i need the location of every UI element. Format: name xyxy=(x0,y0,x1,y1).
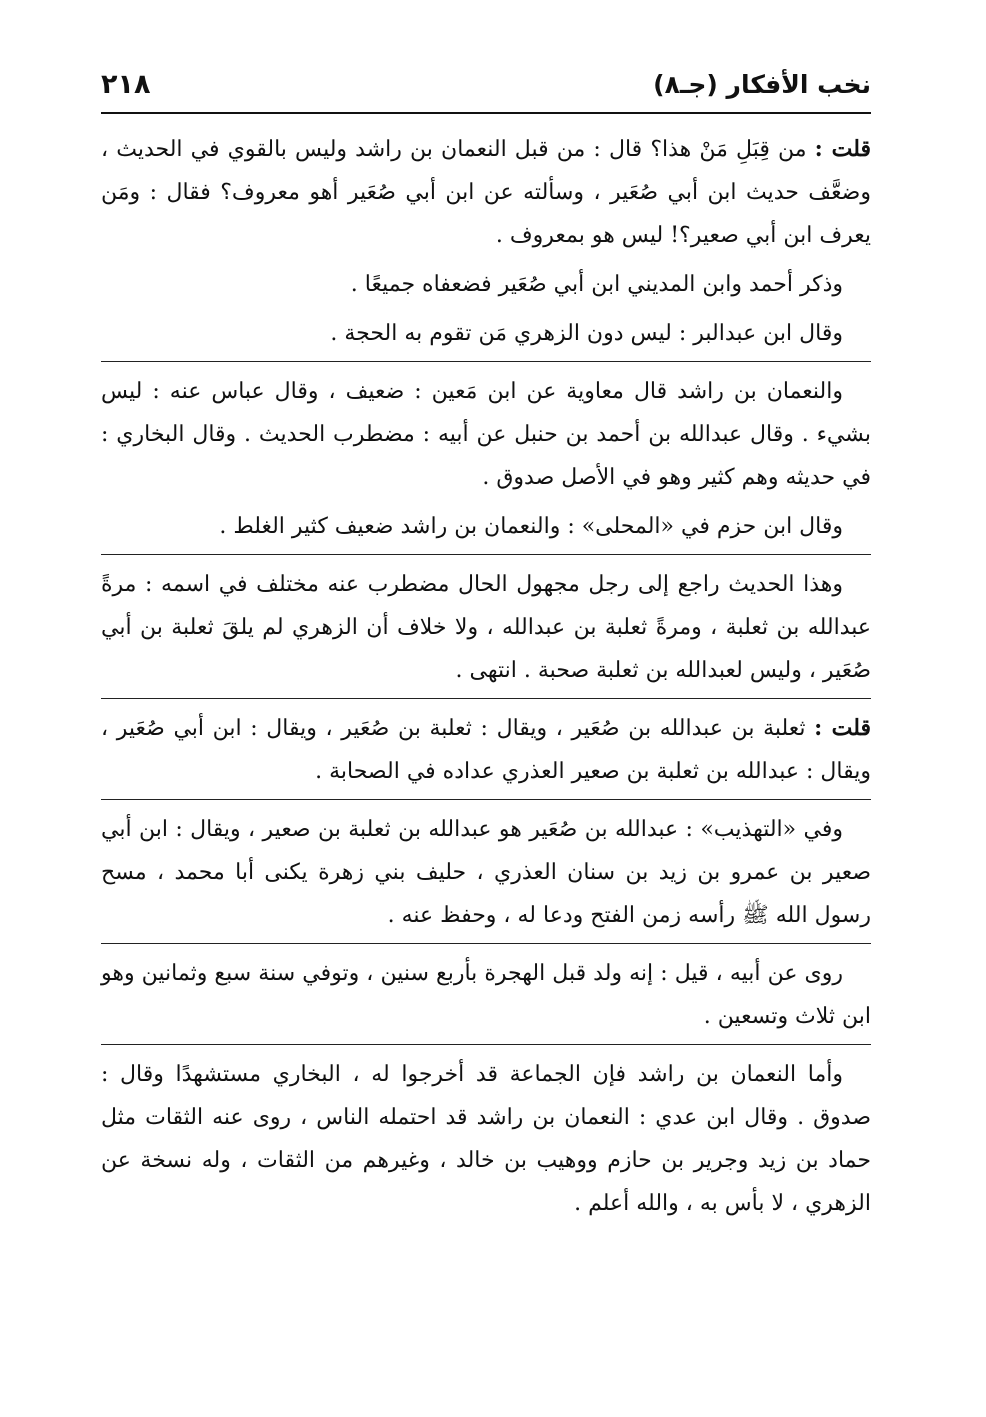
paragraph-label: قلت : xyxy=(814,715,871,741)
paragraph xyxy=(101,370,871,499)
paragraph xyxy=(101,312,871,355)
section-divider xyxy=(101,698,871,699)
paragraph xyxy=(101,128,871,257)
running-title: نخب الأفكار (جـ٨) xyxy=(653,69,871,99)
paragraph-text: من قِبَلِ مَنْ هذا؟ قال : من قبل النعمان بن راشد وليس بالقوي في الحديث ، وضعَّف حديث ابن أبي صُعَير ، وسألته عن ابن أبي صُعَير أهو معروف؟ فقال : ومَن يعرف ابن أبي صعير؟! ليس هو بمعروف . xyxy=(101,137,871,248)
paragraph xyxy=(101,563,871,692)
section-divider xyxy=(101,1044,871,1045)
section-divider xyxy=(101,554,871,555)
text-section xyxy=(101,128,871,355)
section-divider xyxy=(101,943,871,944)
header-rule xyxy=(101,112,871,114)
text-section xyxy=(101,808,871,937)
paragraph xyxy=(101,808,871,937)
paragraph xyxy=(101,952,871,1038)
paragraph xyxy=(101,263,871,306)
paragraph-label: قلت : xyxy=(814,136,871,162)
text-section xyxy=(101,563,871,692)
paragraph-text: والنعمان بن راشد قال معاوية عن ابن مَعين : ضعيف ، وقال عباس عنه : ليس بشيء . وقال عبدالله بن أحمد بن حنبل عن أبيه : مضطرب الحديث . وقال البخاري : في حديثه وهم كثير وهو في الأصل صدوق . xyxy=(101,379,871,490)
paragraph-text: وهذا الحديث راجع إلى رجل مجهول الحال مضطرب عنه مختلف في اسمه : مرةً عبدالله بن ثعلبة ، ومرةً ثعلبة بن عبدالله ، ولا خلاف أن الزهري لم يلقَ ثعلبة بن أبي صُعَير ، وليس لعبدالله بن ثعلبة صحبة . انتهى . xyxy=(101,572,871,683)
paragraph-text: وقال ابن عبدالبر : ليس دون الزهري مَن تقوم به الحجة . xyxy=(330,321,843,346)
paragraph-text: ثعلبة بن عبدالله بن صُعَير ، ويقال : ثعلبة بن صُعَير ، ويقال : ابن أبي صُعَير ، ويقال : عبدالله بن ثعلبة بن صعير العذري عداده في الصحابة . xyxy=(101,716,871,784)
page-number: ٢١٨ xyxy=(101,68,151,100)
section-divider xyxy=(101,361,871,362)
text-section xyxy=(101,1053,871,1225)
section-divider xyxy=(101,799,871,800)
text-section xyxy=(101,370,871,548)
body-text xyxy=(101,128,871,1225)
paragraph-text: وفي «التهذيب» : عبدالله بن صُعَير هو عبدالله بن ثعلبة بن صعير ، ويقال : ابن أبي صعير بن عمرو بن زيد بن سنان العذري ، حليف بني زهرة يكنى أبا محمد ، مسح رسول الله ﷺ رأسه زمن الفتح ودعا له ، وحفظ عنه . xyxy=(101,817,871,928)
page xyxy=(101,58,871,1358)
paragraph xyxy=(101,505,871,548)
page-header xyxy=(101,58,871,110)
paragraph xyxy=(101,1053,871,1225)
text-section xyxy=(101,707,871,793)
paragraph xyxy=(101,707,871,793)
paragraph-text: وذكر أحمد وابن المديني ابن أبي صُعَير فضعفاه جميعًا . xyxy=(350,272,843,297)
paragraph-text: روى عن أبيه ، قيل : إنه ولد قبل الهجرة بأربع سنين ، وتوفي سنة سبع وثمانين وهو ابن ثلاث وتسعين . xyxy=(101,961,871,1029)
paragraph-text: وقال ابن حزم في «المحلى» : والنعمان بن راشد ضعيف كثير الغلط . xyxy=(219,514,843,539)
paragraph-text: وأما النعمان بن راشد فإن الجماعة قد أخرجوا له ، البخاري مستشهدًا وقال : صدوق . وقال ابن عدي : النعمان بن راشد قد احتمله الناس ، روى عنه الثقات مثل حماد بن زيد وجرير بن حازم ووهيب بن خالد ، وغيرهم من الثقات ، وله نسخة عن الزهري ، لا بأس به ، والله أعلم . xyxy=(101,1062,871,1216)
text-section xyxy=(101,952,871,1038)
